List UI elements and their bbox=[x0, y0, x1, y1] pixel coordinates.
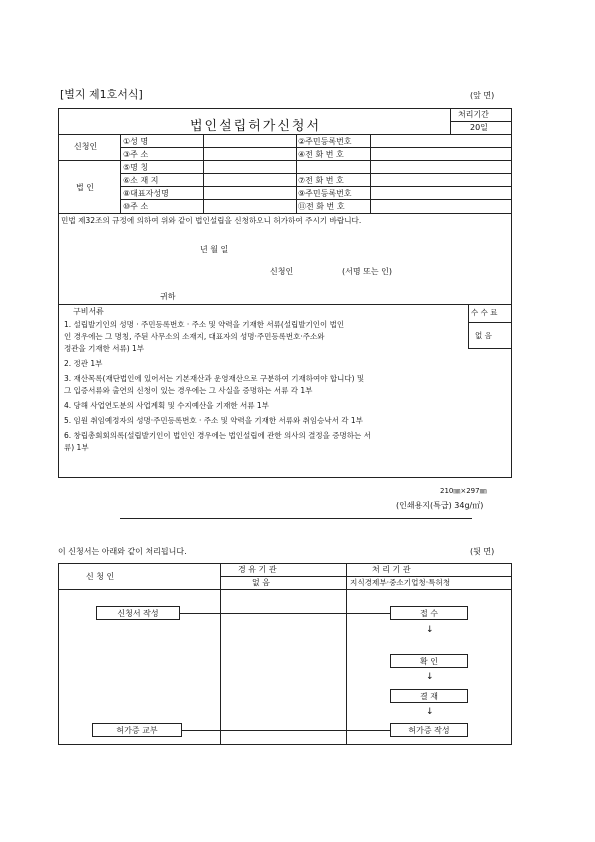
application-statement: 민법 제32조의 규정에 의하여 위와 같이 법인설립을 신청하오니 허가하여 주시기 바랍니다. bbox=[61, 216, 362, 225]
doc-item: 1. 설립발기인의 성명 · 주민등록번호 · 주소 및 약력을 기재한 서류(설립발기인이 법인 bbox=[64, 320, 345, 329]
col-via: 경 유 기 관 bbox=[238, 565, 277, 574]
applicant-address-field[interactable] bbox=[204, 148, 295, 160]
paper-spec: (인쇄용지(특급) 34g/㎡) bbox=[396, 501, 484, 510]
corp-rep-phone-field[interactable] bbox=[371, 200, 511, 213]
applicant-rrn-field[interactable] bbox=[371, 135, 511, 147]
fee-value: 없 음 bbox=[475, 331, 492, 340]
paper-size: 210㎜×297㎜ bbox=[440, 487, 487, 495]
fee-label: 수 수 료 bbox=[471, 308, 498, 317]
addressee-label: 귀하 bbox=[160, 292, 176, 301]
step-write-application: 신청서 작성 bbox=[96, 606, 180, 620]
arrow-down-icon: ↓ bbox=[426, 672, 434, 682]
corp-name-label: ⑤명 칭 bbox=[123, 163, 149, 172]
page-side-label: (앞 면) bbox=[470, 91, 495, 100]
corp-address-field[interactable] bbox=[204, 200, 295, 213]
doc-item: 류) 1부 bbox=[64, 443, 89, 452]
corp-name-field[interactable] bbox=[204, 161, 295, 173]
col-handler: 처 리 기 관 bbox=[372, 565, 411, 574]
col-applicant: 신 청 인 bbox=[86, 572, 115, 581]
arrow-down-icon: ↓ bbox=[426, 625, 434, 635]
application-date: 년 월 일 bbox=[200, 245, 229, 254]
applicant-phone-label: ④전 화 번 호 bbox=[298, 150, 344, 159]
signature-field[interactable]: (서명 또는 인) bbox=[342, 267, 392, 276]
step-issue-permit: 허가증 교부 bbox=[92, 723, 182, 737]
applicant-name-field[interactable] bbox=[204, 135, 295, 147]
step-write-permit: 허가증 작성 bbox=[390, 723, 468, 737]
page-side-back: (뒷 면) bbox=[470, 547, 495, 556]
corp-rep-phone-label: ⑪전 화 번 호 bbox=[298, 202, 345, 211]
applicant-rrn-label: ②주민등록번호 bbox=[298, 137, 352, 146]
step-receive: 접 수 bbox=[390, 606, 468, 620]
form-title: 법인설립허가신청서 bbox=[190, 119, 322, 134]
form-number: [별지 제1호서식] bbox=[60, 88, 143, 101]
docs-heading: 구비서류 bbox=[73, 307, 104, 316]
cut-line bbox=[120, 518, 472, 519]
corporation-group-label: 법 인 bbox=[76, 183, 94, 192]
doc-item: 그 입증서류와 출연의 신청이 있는 경우에는 그 사실을 증명하는 서류 각 1부 bbox=[64, 386, 313, 395]
doc-item: 정관을 기재한 서류) 1부 bbox=[64, 344, 145, 353]
applicant-group-label: 신청인 bbox=[74, 142, 98, 151]
corp-phone-field[interactable] bbox=[371, 174, 511, 186]
step-verify: 확 인 bbox=[390, 654, 468, 668]
col-handler-value: 지식경제부·중소기업청·특허청 bbox=[350, 578, 451, 587]
applicant-address-label: ③주 소 bbox=[123, 150, 149, 159]
corp-rep-rrn-label: ⑨주민등록번호 bbox=[298, 189, 352, 198]
corp-address-label: ⑩주 소 bbox=[123, 202, 149, 211]
col-via-value: 없 음 bbox=[252, 578, 270, 587]
doc-item: 4. 당해 사업연도분의 사업계획 및 수지예산을 기재한 서류 1부 bbox=[64, 401, 269, 410]
corp-rep-name-field[interactable] bbox=[204, 187, 295, 199]
doc-item: 인 경우에는 그 명칭, 주된 사무소의 소재지, 대표자의 성명·주민등록번호·주소와 bbox=[64, 332, 325, 341]
applicant-phone-field[interactable] bbox=[371, 148, 511, 160]
corp-phone-label: ⑦전 화 번 호 bbox=[298, 176, 344, 185]
arrow-down-icon: ↓ bbox=[426, 707, 434, 717]
corp-location-label: ⑥소 재 지 bbox=[123, 176, 159, 185]
corp-rep-rrn-field[interactable] bbox=[371, 187, 511, 199]
processing-period-value: 20일 bbox=[470, 123, 488, 132]
process-intro: 이 신청서는 아래와 같이 처리됩니다. bbox=[58, 547, 187, 556]
doc-item: 3. 재산목록(재단법인에 있어서는 기본재산과 운영재산으로 구분하여 기재하여야 합니다) 및 bbox=[64, 374, 365, 383]
processing-period-label: 처리기간 bbox=[458, 110, 489, 119]
doc-item: 5. 임원 취임예정자의 성명·주민등록번호 · 주소 및 약력을 기재한 서류와 취임승낙서 각 1부 bbox=[64, 416, 363, 425]
doc-item: 2. 정관 1부 bbox=[64, 359, 103, 368]
signer-label: 신청인 bbox=[270, 267, 294, 276]
step-approve: 결 재 bbox=[390, 689, 468, 703]
corp-location-field[interactable] bbox=[204, 174, 295, 186]
applicant-name-label: ①성 명 bbox=[123, 137, 149, 146]
doc-item: 6. 창립총회회의록(설립발기인이 법인인 경우에는 법인설립에 관한 의사의 결정을 증명하는 서 bbox=[64, 431, 371, 440]
corp-rep-name-label: ⑧대표자성명 bbox=[123, 189, 169, 198]
